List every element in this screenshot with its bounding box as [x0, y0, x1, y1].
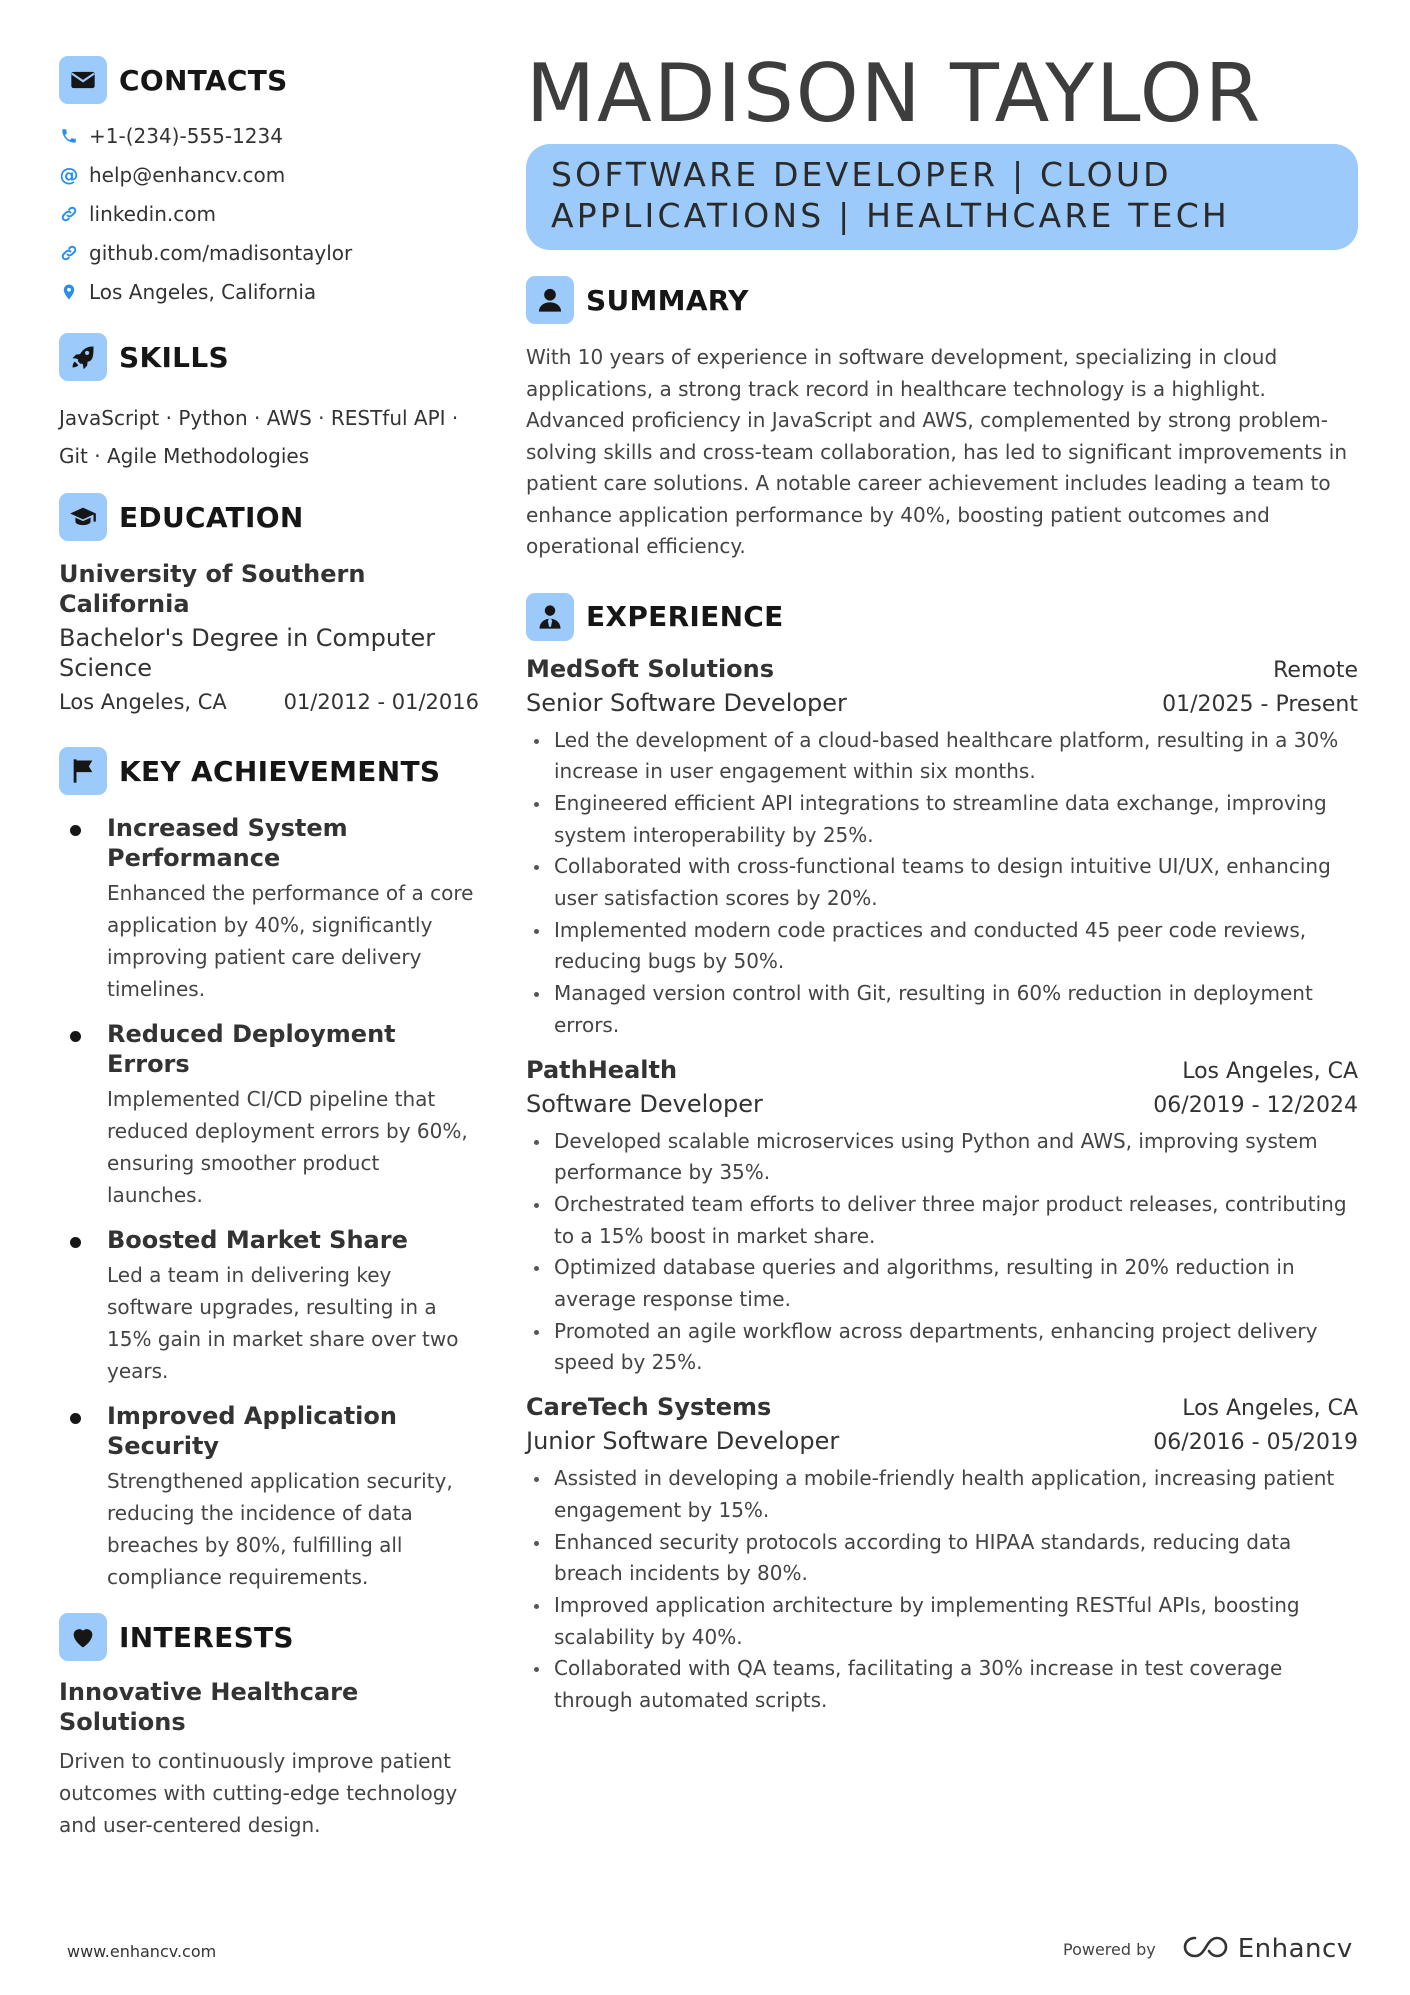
footer-website[interactable]: www.enhancv.com — [67, 1942, 217, 1961]
achievement-desc: Enhanced the performance of a core application by 40%, significantly improving patient care delivery timelines. — [107, 881, 474, 1001]
job-bullet: Developed scalable microservices using Python and AWS, improving system performance by 35%. — [526, 1126, 1358, 1189]
summary-header — [526, 276, 1358, 324]
skills-header — [59, 333, 479, 381]
linkedin-text: linkedin.com — [89, 201, 216, 226]
job-bullets — [526, 725, 1358, 1042]
job-bullet: Enhanced security protocols according to HIPAA standards, reducing data breach incidents by 80%. — [526, 1527, 1358, 1590]
enhancv-logo-icon — [1182, 1934, 1230, 1964]
interests-section — [59, 1613, 479, 1841]
education-meta — [59, 687, 479, 717]
job-bullets — [526, 1126, 1358, 1380]
achievements-title: KEY ACHIEVEMENTS — [119, 754, 441, 788]
job-header — [526, 655, 1358, 689]
education-dates: 01/2012 - 01/2016 — [283, 690, 479, 714]
skills-title: SKILLS — [119, 340, 229, 374]
job-company: MedSoft Solutions — [526, 654, 775, 683]
job-bullet: Collaborated with QA teams, facilitating a 30% increase in test coverage through automated scripts. — [526, 1653, 1358, 1716]
github-text: github.com/madisontaylor — [89, 240, 353, 265]
achievement-title: Reduced Deployment Errors — [107, 1020, 396, 1078]
candidate-name: MADISON TAYLOR — [526, 47, 1263, 140]
contact-location — [59, 272, 479, 311]
achievement-item — [59, 1019, 479, 1211]
job-dates: 06/2019 - 12/2024 — [1153, 1092, 1358, 1118]
location-text: Los Angeles, California — [89, 279, 317, 304]
interest-title: Innovative Healthcare Solutions — [59, 1678, 359, 1736]
summary-text: With 10 years of experience in software development, specializing in cloud applications, a strong track record in healthcare technology is a highlight. Advanced proficiency in JavaScript and AWS, complemented by strong problem-solving skills and cross-team collaboration, has led to significant improvements in patient care solutions. A notable career achievement includes leading a team to enhance application performance by 40%, boosting patient outcomes and operational efficiency. — [526, 345, 1348, 558]
experience-title: EXPERIENCE — [586, 600, 784, 633]
job-dates: 06/2016 - 05/2019 — [1153, 1430, 1358, 1456]
job-bullet: Orchestrated team efforts to deliver three major product releases, contributing to a 15% boost in market share. — [526, 1189, 1358, 1252]
job-bullet: Collaborated with cross-functional teams to design intuitive UI/UX, enhancing user satisfaction scores by 20%. — [526, 851, 1358, 914]
job-bullet: Assisted in developing a mobile-friendly health application, increasing patient engagement by 15%. — [526, 1463, 1358, 1526]
achievement-desc: Strengthened application security, reducing the incidence of data breaches by 80%, fulfilling all compliance requirements. — [107, 1469, 453, 1589]
heart-icon — [59, 1613, 107, 1661]
envelope-icon — [59, 56, 107, 104]
skills-list — [59, 399, 479, 475]
achievement-title: Improved Application Security — [107, 1402, 397, 1460]
headline-box — [526, 144, 1358, 250]
job-location: Los Angeles, CA — [1182, 1058, 1358, 1084]
education-degree: Bachelor's Degree in Computer Science — [59, 624, 436, 682]
right-column — [526, 47, 1358, 1731]
job-dates: 01/2025 - Present — [1162, 691, 1358, 717]
contact-linkedin[interactable] — [59, 194, 479, 233]
job-subheader — [526, 1090, 1358, 1126]
achievement-item — [59, 1225, 479, 1387]
achievement-item — [59, 1401, 479, 1593]
education-location: Los Angeles, CA — [59, 690, 227, 714]
bullet-dot — [70, 1031, 81, 1042]
job-subheader — [526, 689, 1358, 725]
bullet-dot — [70, 1413, 81, 1424]
education-section — [59, 493, 479, 717]
experience-section — [526, 593, 1358, 1717]
job-location: Remote — [1273, 657, 1358, 683]
experience-header — [526, 593, 1358, 641]
link-icon — [59, 242, 79, 264]
summary-title: SUMMARY — [586, 283, 749, 317]
link-icon — [59, 203, 79, 225]
headline-text: SOFTWARE DEVELOPER | CLOUD APPLICATIONS | HEALTHCARE TECH — [551, 155, 1230, 235]
interests-header — [59, 1613, 479, 1661]
bullet-dot — [70, 1237, 81, 1248]
job-role: Software Developer — [526, 1089, 763, 1118]
job-entry — [526, 1056, 1358, 1380]
achievement-title: Boosted Market Share — [107, 1226, 408, 1254]
contact-email[interactable] — [59, 155, 479, 194]
job-subheader — [526, 1427, 1358, 1463]
job-entry — [526, 1393, 1358, 1717]
graduation-cap-icon — [59, 493, 107, 541]
contact-github[interactable] — [59, 233, 479, 272]
achievement-item — [59, 813, 479, 1005]
skills-section — [59, 333, 479, 475]
rocket-icon — [59, 333, 107, 381]
skills-line-2: Git · Agile Methodologies — [59, 444, 310, 468]
job-bullet: Improved application architecture by implementing RESTful APIs, boosting scalability by 40%. — [526, 1590, 1358, 1653]
powered-by-text: Powered by — [1063, 1939, 1156, 1959]
job-entry — [526, 655, 1358, 1042]
job-company: CareTech Systems — [526, 1393, 772, 1422]
job-location: Los Angeles, CA — [1182, 1396, 1358, 1422]
contacts-header — [59, 56, 479, 104]
contacts-title: CONTACTS — [119, 63, 288, 97]
job-bullet: Managed version control with Git, resulting in 60% reduction in deployment errors. — [526, 978, 1358, 1041]
job-header — [526, 1393, 1358, 1427]
summary-section — [526, 276, 1358, 563]
interest-desc: Driven to continuously improve patient outcomes with cutting-edge technology and user-centered design. — [59, 1749, 458, 1837]
user-tie-icon — [526, 593, 574, 641]
job-bullet: Optimized database queries and algorithms, resulting in 20% reduction in average response time. — [526, 1252, 1358, 1315]
achievements-header — [59, 747, 479, 795]
bullet-dot — [70, 825, 81, 836]
achievement-title: Increased System Performance — [107, 814, 348, 872]
job-role: Junior Software Developer — [526, 1427, 840, 1456]
job-bullet: Engineered efficient API integrations to streamline data exchange, improving system interoperability by 25%. — [526, 788, 1358, 851]
job-bullets — [526, 1463, 1358, 1717]
contacts-section — [59, 56, 479, 311]
job-bullet: Promoted an agile workflow across departments, enhancing project delivery speed by 25%. — [526, 1316, 1358, 1379]
education-title: EDUCATION — [119, 500, 304, 534]
job-bullet: Implemented modern code practices and conducted 45 peer code reviews, reducing bugs by 50%. — [526, 915, 1358, 978]
achievements-section — [59, 747, 479, 1593]
left-column — [59, 56, 479, 1841]
contact-phone[interactable] — [59, 116, 479, 155]
at-icon: @ — [59, 163, 79, 186]
achievement-desc: Implemented CI/CD pipeline that reduced deployment errors by 60%, ensuring smoother product launches. — [107, 1087, 468, 1207]
achievement-desc: Led a team in delivering key software upgrades, resulting in a 15% gain in market share over two years. — [107, 1263, 459, 1383]
phone-icon — [59, 125, 79, 147]
education-school: University of Southern California — [59, 560, 366, 618]
user-icon — [526, 276, 574, 324]
education-header — [59, 493, 479, 541]
enhancv-brand-text: Enhancv — [1237, 1934, 1353, 1964]
job-company: PathHealth — [526, 1055, 678, 1084]
job-header — [526, 1056, 1358, 1090]
skills-line-1: JavaScript · Python · AWS · RESTful API · — [59, 406, 459, 430]
map-pin-icon — [59, 281, 79, 303]
email-text: help@enhancv.com — [89, 162, 286, 187]
footer-branding[interactable] — [1063, 1934, 1353, 1964]
job-bullet: Led the development of a cloud-based healthcare platform, resulting in a 30% increase in user engagement within six months. — [526, 725, 1358, 788]
interests-title: INTERESTS — [119, 1620, 294, 1654]
phone-text: +1-(234)-555-1234 — [89, 123, 283, 148]
flag-icon — [59, 747, 107, 795]
job-role: Senior Software Developer — [526, 688, 847, 717]
